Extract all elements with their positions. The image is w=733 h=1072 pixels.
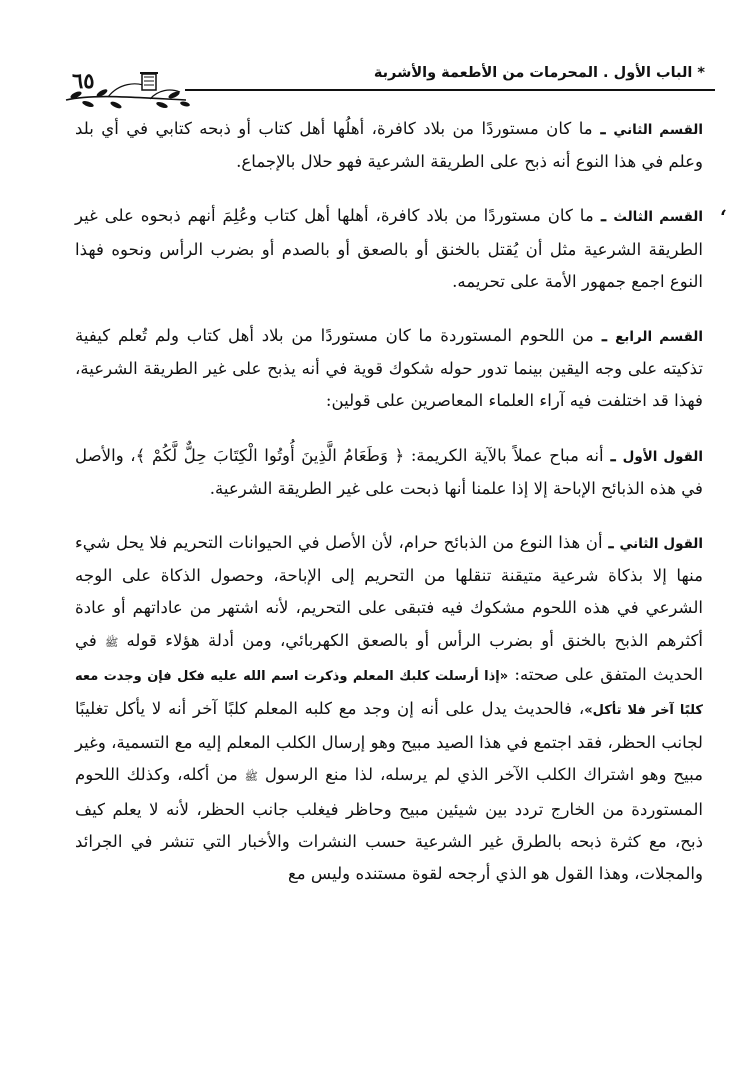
paragraph-text: ، فالحديث يدل على أنه إن وجد مع كلبه المعلم كلبًا آخر أنه لا يأكل تغليبًا لجانب الحظر، فقد اجتمع في هذا الصيد مبيح وهو إرسال الكلب المعلم إليه مع التسمية، وغير مبيح وهو اشتراك الكلب الآخر الذي لم يرسله، لذا منع الرسول <box>75 699 703 785</box>
paragraph-section-3 <box>75 199 703 298</box>
label-dash: ـ <box>593 205 614 226</box>
quran-verse: ﴿ وَطَعَامُ الَّذِينَ أُوتُوا الْكِتَابَ حِلٌّ لَّكُمْ ﴾ <box>135 445 405 465</box>
paragraph-text: من أكله، وكذلك اللحوم المستوردة من الخارج تردد بين شيئين مبيح وحاظر فيغلب جانب الحظر، لأنه لا يعلم كيف ذبح، مع كثرة ذبحه بالطرق غير الشرعية حسب النشرات والأخبار التي تنشر في الجرائد والمجلات، وهذا القول هو الذي أرجحه لقوة مستنده وليس مع <box>75 765 703 884</box>
label-dash: ـ <box>602 532 620 553</box>
label-dash: ـ <box>603 444 623 465</box>
paragraph-section-4 <box>75 319 703 418</box>
section-label: القسم الرابع <box>615 329 703 346</box>
paragraph-text: ، والأصل في هذه الذبائح الإباحة إلا إذا علمنا أنها ذبحت على غير الطريقة الشرعية. <box>75 445 703 498</box>
paragraph-text: أنه مباح عملاً بالآية الكريمة: <box>404 445 604 465</box>
margin-mark: ‘ <box>720 205 727 229</box>
section-label: القسم الثاني <box>613 122 703 138</box>
paragraph-text: ما كان مستوردًا من بلاد كافرة، أهلها أهل كتاب وعُلِمَ أنهم ذبحوه على غير الطريقة الشرعية مثل أن يُقتل بالخنق أو بالصعق أو بالصدم أو بضرب الرأس ونحوه فهذا النوع اجمع جمهور الأمة على تحريمه. <box>75 206 703 291</box>
paragraph-text: في الحديث المتفق على صحته: <box>75 630 703 684</box>
paragraph-text: من اللحوم المستوردة ما كان مستوردًا من بلاد أهل كتاب ولم تُعلم كيفية تذكيته على وجه اليقين بينما تدور حوله شكوك قوية في أنه يذبح على غير الطريقة الشرعية، فهذا قد اختلفت فيه آراء العلماء المعاصرين على قولين: <box>75 326 703 411</box>
section-label: القسم الثالث <box>613 209 703 226</box>
paragraph-section-2 <box>75 112 703 178</box>
page-number: ٦٥ <box>72 68 95 93</box>
opinion-label: القول الثاني <box>619 536 703 553</box>
hadith-quote: «إذا أرسلت كلبك المعلم وذكرت اسم الله عليه فكل فإن وجدت معه كلبًا آخر فلا تأكل» <box>75 668 703 719</box>
paragraph-opinion-1 <box>75 439 703 505</box>
running-header-title: * الباب الأول . المحرمات من الأطعمة والأشربة <box>373 65 705 81</box>
opinion-label: القول الأول <box>622 448 704 465</box>
body-text <box>75 112 703 890</box>
paragraph-text: ما كان مستوردًا من بلاد كافرة، أهلُها أهل كتاب أو ذبحه كتابي في أي بلد وعلم في هذا النوع أنه ذبح على الطريقة الشرعية فهو حلال بالإجماع. <box>75 119 703 172</box>
label-dash: ـ <box>593 325 616 346</box>
header-rule <box>185 89 715 91</box>
label-dash: ـ <box>592 118 614 138</box>
salutation-glyph: ﷺ <box>244 770 258 784</box>
salutation-glyph: ﷺ <box>105 635 119 649</box>
paragraph-opinion-2 <box>75 526 703 890</box>
paragraph-text: أن هذا النوع من الذبائح حرام، لأن الأصل في الحيوانات التحريم فلا يحل شيء منها إلا بذكاة شرعية متيقنة تنقلها من التحريم إلى الإباحة، وحصول الذكاة على الوجه الشرعي في هذه اللحوم مشكوك فيه فتبقى على التحريم، لأنه اشتهر من عاداتهم أو عادة أكثرهم الذبح بالخنق أو بضرب الرأس أو بالصعق الكهربائي، ومن أدلة هؤلاء قوله <box>75 533 703 650</box>
